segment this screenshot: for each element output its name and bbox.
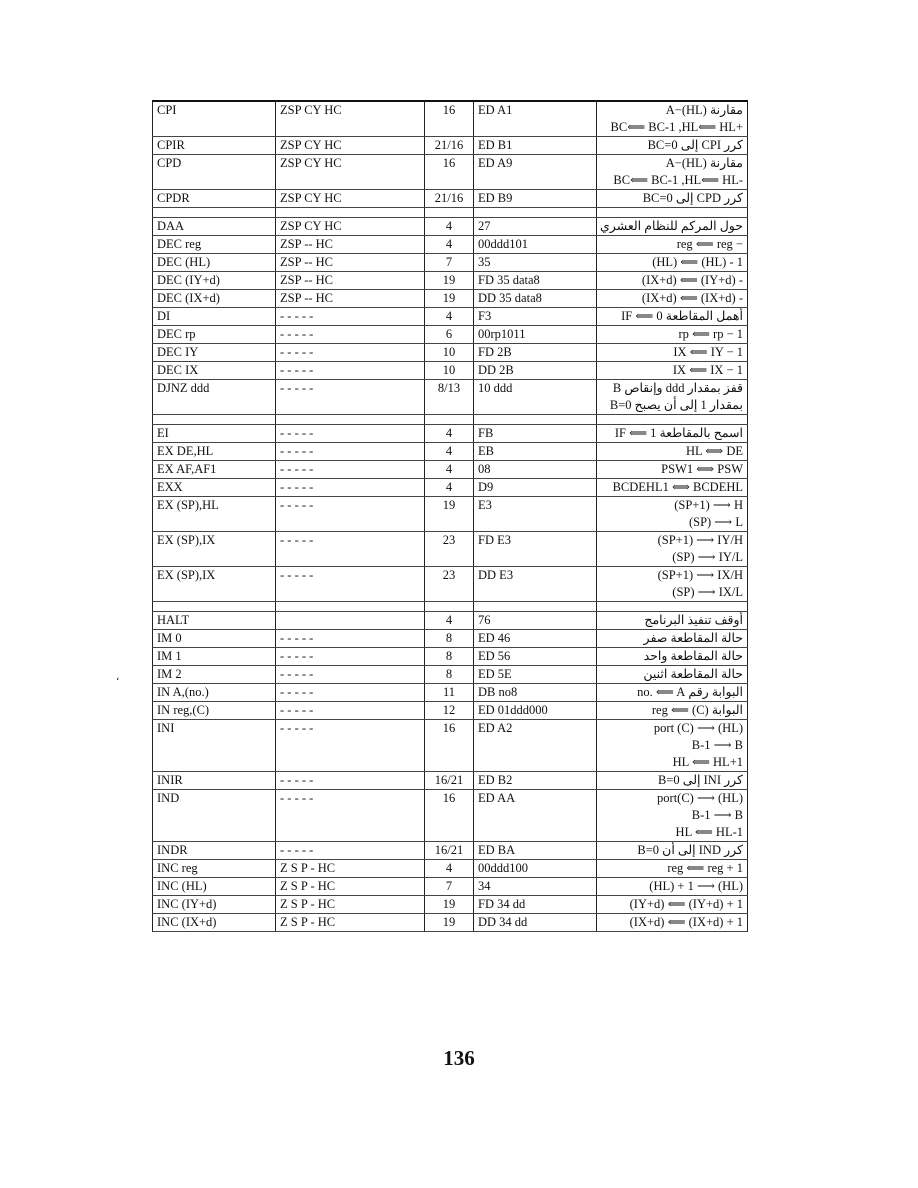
- opcode-cell: FD 35 data8: [474, 272, 597, 290]
- opcode-cell: ED BA: [474, 842, 597, 860]
- cycles-cell: 4: [425, 425, 474, 443]
- empty-cell: [597, 415, 748, 425]
- mnemonic-cell: IM 1: [153, 648, 276, 666]
- cycles-cell: 8/13: [425, 380, 474, 415]
- cycles-cell: 19: [425, 896, 474, 914]
- mnemonic-cell: IM 2: [153, 666, 276, 684]
- mnemonic-cell: CPD: [153, 155, 276, 190]
- description-line: حالة المقاطعة واحد: [643, 649, 743, 663]
- description-cell: [597, 254, 748, 272]
- description-line: بمقدار 1 إلى أن يصبح B=0: [609, 398, 743, 412]
- opcode-cell: ED B9: [474, 190, 597, 208]
- table-row: [153, 878, 748, 896]
- description-line: قفز بمقدار ddd وإنقاص B: [612, 381, 743, 395]
- flags-cell: - - - - -: [276, 425, 425, 443]
- description-line: (IX+d) ⟸ (IX+d) -: [641, 291, 743, 305]
- description-cell: [597, 896, 748, 914]
- description-cell: [597, 790, 748, 842]
- table-row: [153, 532, 748, 567]
- opcode-cell: 00ddd100: [474, 860, 597, 878]
- opcode-cell: ED 5E: [474, 666, 597, 684]
- table-row: [153, 461, 748, 479]
- description-cell: [597, 648, 748, 666]
- description-line: rp ⟸ rp − 1: [678, 327, 743, 341]
- description-line: (SP+1) ⟶ IX/H: [657, 568, 743, 582]
- cycles-cell: 21/16: [425, 137, 474, 155]
- description-line: port (C) ⟶ (HL): [653, 721, 743, 735]
- flags-cell: ZSP -- HC: [276, 272, 425, 290]
- flags-cell: - - - - -: [276, 684, 425, 702]
- mnemonic-cell: IN A,(no.): [153, 684, 276, 702]
- description-cell: [597, 684, 748, 702]
- description-cell: [597, 630, 748, 648]
- flags-cell: Z S P - HC: [276, 896, 425, 914]
- cycles-cell: 16: [425, 790, 474, 842]
- description-line: HL ⟺ DE: [685, 444, 743, 458]
- table-row: [153, 190, 748, 208]
- table-row: [153, 772, 748, 790]
- description-cell: [597, 772, 748, 790]
- description-line: BC⟸ BC-1 ,HL⟸ HL+: [610, 120, 743, 134]
- table-row: [153, 896, 748, 914]
- description-line: IX ⟸ IY − 1: [673, 345, 743, 359]
- flags-cell: ZSP CY HC: [276, 218, 425, 236]
- opcode-cell: ED 01ddd000: [474, 702, 597, 720]
- description-line: (IY+d) ⟸ (IY+d) + 1: [629, 897, 743, 911]
- cycles-cell: 7: [425, 878, 474, 896]
- cycles-cell: 4: [425, 236, 474, 254]
- opcode-cell: 00ddd101: [474, 236, 597, 254]
- opcode-cell: ED A1: [474, 101, 597, 137]
- flags-cell: - - - - -: [276, 772, 425, 790]
- table-row: [153, 648, 748, 666]
- description-cell: [597, 308, 748, 326]
- cycles-cell: 16: [425, 720, 474, 772]
- description-cell: [597, 137, 748, 155]
- mnemonic-cell: EX (SP),IX: [153, 567, 276, 602]
- opcode-cell: FD E3: [474, 532, 597, 567]
- mnemonic-cell: INC reg: [153, 860, 276, 878]
- description-cell: [597, 190, 748, 208]
- description-line: B-1 ⟶ B: [691, 808, 743, 822]
- description-line: كرر INI إلى B=0: [658, 773, 743, 787]
- description-cell: [597, 720, 748, 772]
- table-row: [153, 567, 748, 602]
- empty-cell: [597, 208, 748, 218]
- table-row: [153, 720, 748, 772]
- empty-cell: [425, 208, 474, 218]
- mnemonic-cell: DAA: [153, 218, 276, 236]
- description-cell: [597, 101, 748, 137]
- description-cell: [597, 290, 748, 308]
- empty-cell: [474, 602, 597, 612]
- description-line: IX ⟸ IX − 1: [672, 363, 743, 377]
- mnemonic-cell: IN reg,(C): [153, 702, 276, 720]
- mnemonic-cell: INC (IX+d): [153, 914, 276, 932]
- mnemonic-cell: EX DE,HL: [153, 443, 276, 461]
- opcode-cell: 76: [474, 612, 597, 630]
- mnemonic-cell: IM 0: [153, 630, 276, 648]
- mnemonic-cell: CPDR: [153, 190, 276, 208]
- table-row: [153, 702, 748, 720]
- cycles-cell: 19: [425, 914, 474, 932]
- flags-cell: - - - - -: [276, 443, 425, 461]
- mnemonic-cell: IND: [153, 790, 276, 842]
- table-row: [153, 254, 748, 272]
- flags-cell: ZSP CY HC: [276, 155, 425, 190]
- description-cell: [597, 878, 748, 896]
- empty-cell: [153, 415, 276, 425]
- cycles-cell: 23: [425, 532, 474, 567]
- empty-cell: [276, 602, 425, 612]
- separator-row: [153, 208, 748, 218]
- table-row: [153, 101, 748, 137]
- table-row: [153, 914, 748, 932]
- description-line: (SP) ⟶ L: [688, 515, 743, 529]
- description-cell: [597, 532, 748, 567]
- mnemonic-cell: INDR: [153, 842, 276, 860]
- description-cell: [597, 461, 748, 479]
- description-line: HL ⟸ HL-1: [675, 825, 743, 839]
- flags-cell: - - - - -: [276, 720, 425, 772]
- table-row: [153, 344, 748, 362]
- cycles-cell: 16/21: [425, 842, 474, 860]
- table-row: [153, 425, 748, 443]
- mnemonic-cell: CPI: [153, 101, 276, 137]
- description-line: حالة المقاطعة اثنين: [643, 667, 743, 681]
- cycles-cell: 8: [425, 630, 474, 648]
- mnemonic-cell: DEC IX: [153, 362, 276, 380]
- description-cell: [597, 236, 748, 254]
- opcode-cell: FB: [474, 425, 597, 443]
- flags-cell: - - - - -: [276, 567, 425, 602]
- opcode-cell: 08: [474, 461, 597, 479]
- cycles-cell: 4: [425, 612, 474, 630]
- flags-cell: - - - - -: [276, 666, 425, 684]
- separator-row: [153, 415, 748, 425]
- cycles-cell: 6: [425, 326, 474, 344]
- description-line: أهمل المقاطعة 0 ⟸ IF: [621, 309, 743, 323]
- description-line: HL ⟸ HL+1: [672, 755, 743, 769]
- flags-cell: - - - - -: [276, 308, 425, 326]
- flags-cell: - - - - -: [276, 790, 425, 842]
- cycles-cell: 12: [425, 702, 474, 720]
- description-line: BCDEHL1 ⟺ BCDEHL: [612, 480, 743, 494]
- opcode-cell: EB: [474, 443, 597, 461]
- description-line: كرر CPI إلى BC=0: [647, 138, 743, 152]
- description-line: حالة المقاطعة صفر: [643, 631, 743, 645]
- flags-cell: Z S P - HC: [276, 914, 425, 932]
- flags-cell: - - - - -: [276, 532, 425, 567]
- description-cell: [597, 914, 748, 932]
- flags-cell: - - - - -: [276, 630, 425, 648]
- description-cell: [597, 362, 748, 380]
- cycles-cell: 4: [425, 308, 474, 326]
- cycles-cell: 19: [425, 290, 474, 308]
- cycles-cell: 23: [425, 567, 474, 602]
- cycles-cell: 8: [425, 648, 474, 666]
- mnemonic-cell: DEC (IY+d): [153, 272, 276, 290]
- mnemonic-cell: EI: [153, 425, 276, 443]
- table-row: [153, 790, 748, 842]
- table-row: [153, 497, 748, 532]
- opcode-cell: ED 46: [474, 630, 597, 648]
- flags-cell: - - - - -: [276, 380, 425, 415]
- mnemonic-cell: EX (SP),HL: [153, 497, 276, 532]
- table-row: [153, 290, 748, 308]
- description-line: (SP+1) ⟶ H: [674, 498, 743, 512]
- cycles-cell: 8: [425, 666, 474, 684]
- page-number: 136: [443, 1046, 475, 1070]
- opcode-cell: D9: [474, 479, 597, 497]
- empty-cell: [276, 208, 425, 218]
- table-row: [153, 272, 748, 290]
- mnemonic-cell: HALT: [153, 612, 276, 630]
- table-row: [153, 218, 748, 236]
- flags-cell: - - - - -: [276, 702, 425, 720]
- empty-cell: [153, 602, 276, 612]
- description-cell: [597, 218, 748, 236]
- cycles-cell: 4: [425, 218, 474, 236]
- opcode-cell: ED B2: [474, 772, 597, 790]
- opcode-cell: 10 ddd: [474, 380, 597, 415]
- mnemonic-cell: INIR: [153, 772, 276, 790]
- flags-cell: ZSP -- HC: [276, 236, 425, 254]
- cycles-cell: 16: [425, 101, 474, 137]
- empty-cell: [425, 602, 474, 612]
- cycles-cell: 4: [425, 860, 474, 878]
- description-line: البوابة (C) ⟸ reg: [651, 703, 743, 717]
- opcode-cell: ED B1: [474, 137, 597, 155]
- table-row: [153, 860, 748, 878]
- description-line: PSW1 ⟺ PSW: [661, 462, 743, 476]
- opcode-cell: DD 2B: [474, 362, 597, 380]
- mnemonic-cell: DEC reg: [153, 236, 276, 254]
- description-line: (IX+d) ⟸ (IY+d) -: [641, 273, 743, 287]
- description-line: مقارنة (HL)−A: [665, 103, 743, 117]
- mnemonic-cell: INC (HL): [153, 878, 276, 896]
- empty-cell: [474, 415, 597, 425]
- table-row: [153, 443, 748, 461]
- table-row: [153, 362, 748, 380]
- opcode-cell: 27: [474, 218, 597, 236]
- description-cell: [597, 860, 748, 878]
- opcode-cell: 35: [474, 254, 597, 272]
- description-line: (SP) ⟶ IY/L: [672, 550, 743, 564]
- opcode-cell: ED 56: [474, 648, 597, 666]
- opcode-cell: 34: [474, 878, 597, 896]
- mnemonic-cell: DEC IY: [153, 344, 276, 362]
- description-line: port(C) ⟶ (HL): [657, 791, 743, 805]
- cycles-cell: 4: [425, 443, 474, 461]
- description-cell: [597, 497, 748, 532]
- separator-row: [153, 602, 748, 612]
- cycles-cell: 10: [425, 344, 474, 362]
- description-line: (HL) ⟸ (HL) - 1: [652, 255, 743, 269]
- mnemonic-cell: EX AF,AF1: [153, 461, 276, 479]
- flags-cell: - - - - -: [276, 461, 425, 479]
- description-cell: [597, 666, 748, 684]
- opcode-cell: ED A2: [474, 720, 597, 772]
- table-row: [153, 479, 748, 497]
- mnemonic-cell: INI: [153, 720, 276, 772]
- description-cell: [597, 612, 748, 630]
- cycles-cell: 19: [425, 497, 474, 532]
- opcode-cell: ED AA: [474, 790, 597, 842]
- mnemonic-cell: DEC (IX+d): [153, 290, 276, 308]
- cycles-cell: 7: [425, 254, 474, 272]
- table-row: [153, 137, 748, 155]
- mnemonic-cell: INC (IY+d): [153, 896, 276, 914]
- description-cell: [597, 326, 748, 344]
- cycles-cell: 11: [425, 684, 474, 702]
- description-cell: [597, 443, 748, 461]
- flags-cell: ZSP CY HC: [276, 101, 425, 137]
- description-line: كرر IND إلى أن B=0: [637, 843, 743, 857]
- flags-cell: Z S P - HC: [276, 860, 425, 878]
- cycles-cell: 16: [425, 155, 474, 190]
- opcode-cell: FD 34 dd: [474, 896, 597, 914]
- table-row: [153, 612, 748, 630]
- empty-cell: [474, 208, 597, 218]
- mnemonic-cell: DEC (HL): [153, 254, 276, 272]
- cycles-cell: 16/21: [425, 772, 474, 790]
- opcode-cell: E3: [474, 497, 597, 532]
- description-line: البوابة رقم no. ⟸ A: [637, 685, 743, 699]
- table-row: [153, 684, 748, 702]
- description-line: (SP+1) ⟶ IY/H: [657, 533, 743, 547]
- cycles-cell: 10: [425, 362, 474, 380]
- description-line: BC⟸ BC-1 ,HL⟸ HL-: [613, 173, 743, 187]
- description-cell: [597, 155, 748, 190]
- mnemonic-cell: DI: [153, 308, 276, 326]
- description-line: (IX+d) ⟸ (IX+d) + 1: [629, 915, 743, 929]
- description-line: (HL) + 1 ⟶ (HL): [649, 879, 743, 893]
- description-cell: [597, 479, 748, 497]
- mnemonic-cell: CPIR: [153, 137, 276, 155]
- opcode-cell: DD E3: [474, 567, 597, 602]
- description-line: مقارنة (HL)−A: [665, 156, 743, 170]
- instruction-table-body: [153, 101, 748, 932]
- margin-mark: ،: [116, 672, 120, 683]
- flags-cell: [276, 612, 425, 630]
- flags-cell: - - - - -: [276, 842, 425, 860]
- description-cell: [597, 567, 748, 602]
- cycles-cell: 4: [425, 461, 474, 479]
- table-row: [153, 155, 748, 190]
- table-row: [153, 666, 748, 684]
- description-cell: [597, 272, 748, 290]
- mnemonic-cell: EXX: [153, 479, 276, 497]
- flags-cell: - - - - -: [276, 362, 425, 380]
- opcode-cell: 00rp1011: [474, 326, 597, 344]
- opcode-cell: DB no8: [474, 684, 597, 702]
- empty-cell: [597, 602, 748, 612]
- opcode-cell: FD 2B: [474, 344, 597, 362]
- table-row: [153, 380, 748, 415]
- flags-cell: - - - - -: [276, 344, 425, 362]
- mnemonic-cell: DJNZ ddd: [153, 380, 276, 415]
- table-row: [153, 326, 748, 344]
- cycles-cell: 19: [425, 272, 474, 290]
- description-line: (SP) ⟶ IX/L: [672, 585, 743, 599]
- description-cell: [597, 425, 748, 443]
- description-line: اسمح بالمقاطعة 1 ⟸ IF: [614, 426, 743, 440]
- description-line: B-1 ⟶ B: [691, 738, 743, 752]
- empty-cell: [425, 415, 474, 425]
- table-row: [153, 308, 748, 326]
- description-line: reg ⟸ reg + 1: [667, 861, 743, 875]
- description-line: أوقف تنفيذ البرنامج: [644, 613, 743, 627]
- description-cell: [597, 344, 748, 362]
- table-row: [153, 236, 748, 254]
- opcode-cell: ED A9: [474, 155, 597, 190]
- description-cell: [597, 380, 748, 415]
- flags-cell: ZSP CY HC: [276, 190, 425, 208]
- cycles-cell: 21/16: [425, 190, 474, 208]
- flags-cell: - - - - -: [276, 326, 425, 344]
- description-cell: [597, 702, 748, 720]
- flags-cell: ZSP -- HC: [276, 254, 425, 272]
- flags-cell: ZSP -- HC: [276, 290, 425, 308]
- table-row: [153, 630, 748, 648]
- opcode-cell: DD 35 data8: [474, 290, 597, 308]
- description-line: حول المركم للنظام العشري: [600, 219, 743, 233]
- flags-cell: - - - - -: [276, 497, 425, 532]
- flags-cell: - - - - -: [276, 479, 425, 497]
- empty-cell: [276, 415, 425, 425]
- opcode-cell: F3: [474, 308, 597, 326]
- flags-cell: ZSP CY HC: [276, 137, 425, 155]
- empty-cell: [153, 208, 276, 218]
- opcode-cell: DD 34 dd: [474, 914, 597, 932]
- flags-cell: Z S P - HC: [276, 878, 425, 896]
- flags-cell: - - - - -: [276, 648, 425, 666]
- table-row: [153, 842, 748, 860]
- description-cell: [597, 842, 748, 860]
- mnemonic-cell: EX (SP),IX: [153, 532, 276, 567]
- instruction-table: [152, 100, 748, 932]
- cycles-cell: 4: [425, 479, 474, 497]
- description-line: reg ⟸ reg −: [676, 237, 743, 251]
- mnemonic-cell: DEC rp: [153, 326, 276, 344]
- description-line: كرر CPD إلى BC=0: [642, 191, 743, 205]
